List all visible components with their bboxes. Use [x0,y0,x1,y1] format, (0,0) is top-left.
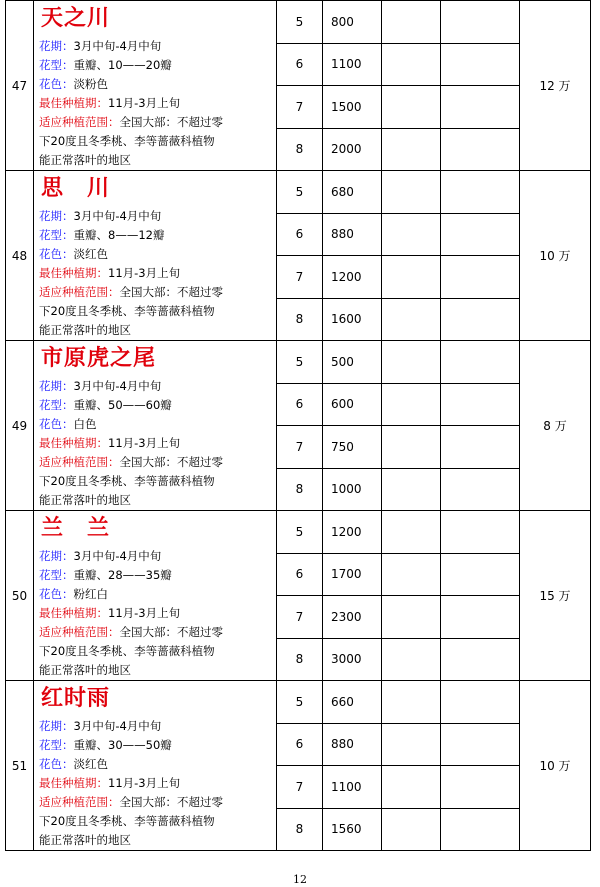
field-value: 能正常落叶的地区 [39,493,131,507]
flower-type-line [39,56,272,75]
empty-cell [441,638,520,681]
field-value: 下20度且冬季桃、李等蔷薇科植物 [39,814,215,828]
size-cell: 8 [277,128,323,171]
quantity-cell: 3000 [323,638,382,681]
table-row [6,171,591,214]
variety-number: 48 [6,171,34,341]
variety-name: 市原虎之尾 [41,346,157,371]
field-value: 全国大部：不超过零 [119,795,223,809]
variety-name: 天之川 [41,6,111,31]
quantity-cell: 1500 [323,86,382,129]
best-planting-line [39,774,272,793]
empty-cell [441,723,520,766]
field-label: 花期： [39,379,74,393]
empty-cell [441,213,520,256]
size-cell: 7 [277,86,323,129]
variety-number: 49 [6,341,34,511]
empty-cell [441,511,520,554]
empty-cell [441,171,520,214]
field-value: 能正常落叶的地区 [39,153,131,167]
quantity-cell: 2300 [323,596,382,639]
empty-cell [441,298,520,341]
total-price: 10 万 [520,171,591,341]
size-cell: 7 [277,596,323,639]
field-value: 3月中旬-4月中旬 [73,379,162,393]
field-label: 花型： [39,568,74,582]
field-value: 淡粉色 [73,77,108,91]
variety-number: 50 [6,511,34,681]
quantity-cell: 680 [323,171,382,214]
planting-range-line [39,623,272,642]
quantity-cell: 2000 [323,128,382,171]
quantity-cell: 800 [323,1,382,44]
variety-description [34,171,277,341]
empty-cell [441,86,520,129]
field-label: 花期： [39,719,74,733]
planting-range-line [39,283,272,302]
quantity-cell: 1200 [323,256,382,299]
flower-type-line [39,566,272,585]
planting-range-line [39,113,272,132]
field-label: 花型： [39,398,74,412]
empty-cell [441,256,520,299]
quantity-cell: 1560 [323,808,382,851]
variety-name: 兰 兰 [41,516,111,541]
field-label: 适应种植范围： [39,455,120,469]
best-planting-line [39,94,272,113]
size-cell: 8 [277,468,323,511]
variety-number: 47 [6,1,34,171]
flower-color-line [39,585,272,604]
empty-cell [382,128,441,171]
empty-cell [441,426,520,469]
field-value: 11月-3月上旬 [108,776,181,790]
field-value: 白色 [73,417,97,431]
catalog-body [6,1,591,851]
field-value: 淡红色 [73,247,108,261]
quantity-cell: 1100 [323,766,382,809]
flower-color-line [39,415,272,434]
empty-cell [382,256,441,299]
planting-range-cont-line [39,661,272,680]
flower-color-line [39,75,272,94]
best-planting-line [39,604,272,623]
flower-period-line [39,37,272,56]
flower-period-line [39,547,272,566]
field-value: 重瓣、8——12瓣 [73,228,165,242]
empty-cell [382,511,441,554]
field-label: 花型： [39,58,74,72]
field-value: 重瓣、10——20瓣 [73,58,172,72]
empty-cell [441,468,520,511]
field-value: 全国大部：不超过零 [119,285,223,299]
flower-type-line [39,226,272,245]
quantity-cell: 1100 [323,43,382,86]
planting-range-line [39,793,272,812]
size-cell: 5 [277,681,323,724]
table-row [6,681,591,724]
size-cell: 7 [277,256,323,299]
field-label: 花期： [39,209,74,223]
quantity-cell: 600 [323,383,382,426]
field-value: 下20度且冬季桃、李等蔷薇科植物 [39,304,215,318]
empty-cell [382,638,441,681]
variety-number: 51 [6,681,34,851]
quantity-cell: 750 [323,426,382,469]
flower-period-line [39,717,272,736]
quantity-cell: 500 [323,341,382,384]
field-label: 适应种植范围： [39,285,120,299]
table-row [6,511,591,554]
field-value: 能正常落叶的地区 [39,663,131,677]
field-value: 11月-3月上旬 [108,606,181,620]
field-label: 花色： [39,247,74,261]
field-label: 花期： [39,549,74,563]
planting-range-cont-line [39,831,272,850]
total-price: 8 万 [520,341,591,511]
field-label: 花型： [39,738,74,752]
field-label: 花型： [39,228,74,242]
field-value: 淡红色 [73,757,108,771]
variety-name: 思 川 [41,176,111,201]
quantity-cell: 1700 [323,553,382,596]
empty-cell [382,426,441,469]
planting-range-cont-line [39,642,272,661]
empty-cell [382,43,441,86]
size-cell: 6 [277,383,323,426]
empty-cell [441,128,520,171]
flower-period-line [39,377,272,396]
variety-description [34,1,277,171]
empty-cell [382,213,441,256]
empty-cell [441,681,520,724]
planting-range-cont-line [39,151,272,170]
quantity-cell: 1000 [323,468,382,511]
empty-cell [382,298,441,341]
empty-cell [382,171,441,214]
best-planting-line [39,264,272,283]
empty-cell [441,766,520,809]
size-cell: 8 [277,298,323,341]
empty-cell [382,468,441,511]
planting-range-cont-line [39,472,272,491]
variety-description [34,511,277,681]
empty-cell [382,1,441,44]
field-label: 花色： [39,587,74,601]
field-value: 下20度且冬季桃、李等蔷薇科植物 [39,644,215,658]
empty-cell [441,1,520,44]
quantity-cell: 660 [323,681,382,724]
field-label: 最佳种植期： [39,266,108,280]
size-cell: 6 [277,553,323,596]
field-value: 能正常落叶的地区 [39,833,131,847]
field-value: 粉红白 [73,587,108,601]
planting-range-cont-line [39,491,272,510]
quantity-cell: 1200 [323,511,382,554]
size-cell: 5 [277,511,323,554]
empty-cell [382,596,441,639]
size-cell: 7 [277,766,323,809]
size-cell: 6 [277,43,323,86]
field-label: 花色： [39,417,74,431]
field-value: 重瓣、30——50瓣 [73,738,172,752]
total-price: 10 万 [520,681,591,851]
field-value: 能正常落叶的地区 [39,323,131,337]
flower-type-line [39,396,272,415]
field-label: 花期： [39,39,74,53]
field-label: 最佳种植期： [39,606,108,620]
size-cell: 8 [277,808,323,851]
field-label: 适应种植范围： [39,115,120,129]
field-value: 全国大部：不超过零 [119,115,223,129]
planting-range-line [39,453,272,472]
planting-range-cont-line [39,132,272,151]
best-planting-line [39,434,272,453]
field-value: 全国大部：不超过零 [119,455,223,469]
size-cell: 6 [277,213,323,256]
field-label: 花色： [39,77,74,91]
field-value: 重瓣、50——60瓣 [73,398,172,412]
field-value: 下20度且冬季桃、李等蔷薇科植物 [39,134,215,148]
field-value: 3月中旬-4月中旬 [73,39,162,53]
field-value: 3月中旬-4月中旬 [73,719,162,733]
field-value: 3月中旬-4月中旬 [73,209,162,223]
total-price: 12 万 [520,1,591,171]
flower-color-line [39,245,272,264]
empty-cell [382,553,441,596]
flower-color-line [39,755,272,774]
field-value: 11月-3月上旬 [108,436,181,450]
variety-description [34,681,277,851]
field-label: 适应种植范围： [39,795,120,809]
field-label: 花色： [39,757,74,771]
planting-range-cont-line [39,321,272,340]
field-value: 全国大部：不超过零 [119,625,223,639]
empty-cell [441,341,520,384]
variety-name: 红时雨 [41,686,111,711]
flower-type-line [39,736,272,755]
field-label: 最佳种植期： [39,96,108,110]
empty-cell [382,681,441,724]
empty-cell [382,86,441,129]
variety-description [34,341,277,511]
empty-cell [382,383,441,426]
size-cell: 5 [277,171,323,214]
field-value: 11月-3月上旬 [108,266,181,280]
empty-cell [441,43,520,86]
flower-period-line [39,207,272,226]
size-cell: 8 [277,638,323,681]
quantity-cell: 1600 [323,298,382,341]
field-label: 最佳种植期： [39,436,108,450]
planting-range-cont-line [39,302,272,321]
field-value: 11月-3月上旬 [108,96,181,110]
empty-cell [441,596,520,639]
field-label: 适应种植范围： [39,625,120,639]
table-row [6,1,591,44]
planting-range-cont-line [39,812,272,831]
field-value: 下20度且冬季桃、李等蔷薇科植物 [39,474,215,488]
quantity-cell: 880 [323,723,382,766]
size-cell: 6 [277,723,323,766]
field-value: 重瓣、28——35瓣 [73,568,172,582]
size-cell: 5 [277,341,323,384]
empty-cell [382,766,441,809]
empty-cell [382,341,441,384]
field-value: 3月中旬-4月中旬 [73,549,162,563]
empty-cell [441,553,520,596]
table-row [6,341,591,384]
size-cell: 7 [277,426,323,469]
quantity-cell: 880 [323,213,382,256]
empty-cell [382,808,441,851]
page-number: 12 [293,873,307,886]
empty-cell [441,808,520,851]
size-cell: 5 [277,1,323,44]
total-price: 15 万 [520,511,591,681]
variety-catalog-table [5,0,591,851]
empty-cell [382,723,441,766]
field-label: 最佳种植期： [39,776,108,790]
empty-cell [441,383,520,426]
